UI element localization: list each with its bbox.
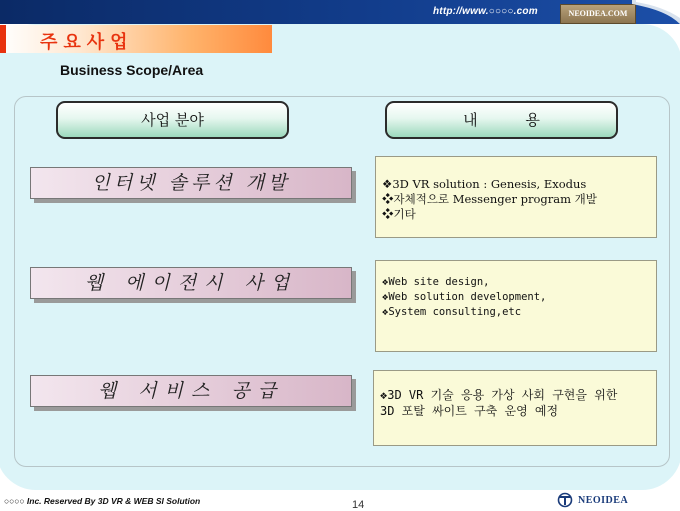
diamond-bullet-icon: ❖ [382,306,389,318]
content-box-web-service [373,370,657,446]
diamond-bullet-icon: ❖ [382,207,394,221]
list-item [382,305,650,320]
footer-logo [556,490,636,510]
category-web-agency: 웹 에이전시 사업 [30,267,352,299]
column-header-business-field: 사업 분야 [56,101,289,139]
diamond-bullet-icon: ❖ [382,192,394,206]
list-item [382,275,650,290]
page-number: 14 [352,499,365,511]
content-box-internet-solution [375,156,657,238]
header-url[interactable]: http://www.○○○○.com [433,6,538,17]
list-item-text: System consulting,etc [388,306,522,318]
column-header-content-label: 내 용 [463,111,540,129]
list-item [382,290,650,305]
page-title: 주요사업 [40,32,134,53]
list-item [382,207,650,222]
footer-logo-text: NEOIDEA [578,494,629,506]
diamond-bullet-icon: ❖ [382,291,389,303]
list-item [382,192,650,207]
footer-copyright: ○○○○ Inc. Reserved By 3D VR & WEB SI Solution [4,496,201,506]
list-item-text: 3D 포탈 싸이트 구축 운영 예정 [380,404,559,418]
list-item-text: 기타 [393,207,416,221]
category-web-service: 웹 서비스 공급 [30,375,352,407]
neoidea-logo-icon [556,492,574,508]
content-box-web-agency [375,260,657,352]
list-item [380,403,650,419]
column-header-content [385,101,618,139]
list-item-text: 3D VR 기술 응용 가상 사회 구현을 위한 [387,388,618,402]
page-subtitle: Business Scope/Area [60,62,204,78]
list-item-text: Web solution development, [388,291,547,303]
diamond-bullet-icon: ❖ [382,276,389,288]
category-internet-solution: 인터넷 솔루션 개발 [30,167,352,199]
title-accent-mark [0,25,6,53]
list-item-text: Web site design, [388,276,490,288]
list-item-text: 3D VR solution : Genesis, Exodus [392,177,587,191]
list-item [382,177,650,192]
header-logo: NEOIDEA.COM [560,4,636,24]
diamond-bullet-icon: ❖ [380,388,388,402]
list-item-text: 자체적으로 Messenger program 개발 [393,192,597,206]
list-item [380,387,650,403]
diamond-bullet-icon: ❖ [382,177,393,191]
corner-swoosh-icon [632,0,680,24]
